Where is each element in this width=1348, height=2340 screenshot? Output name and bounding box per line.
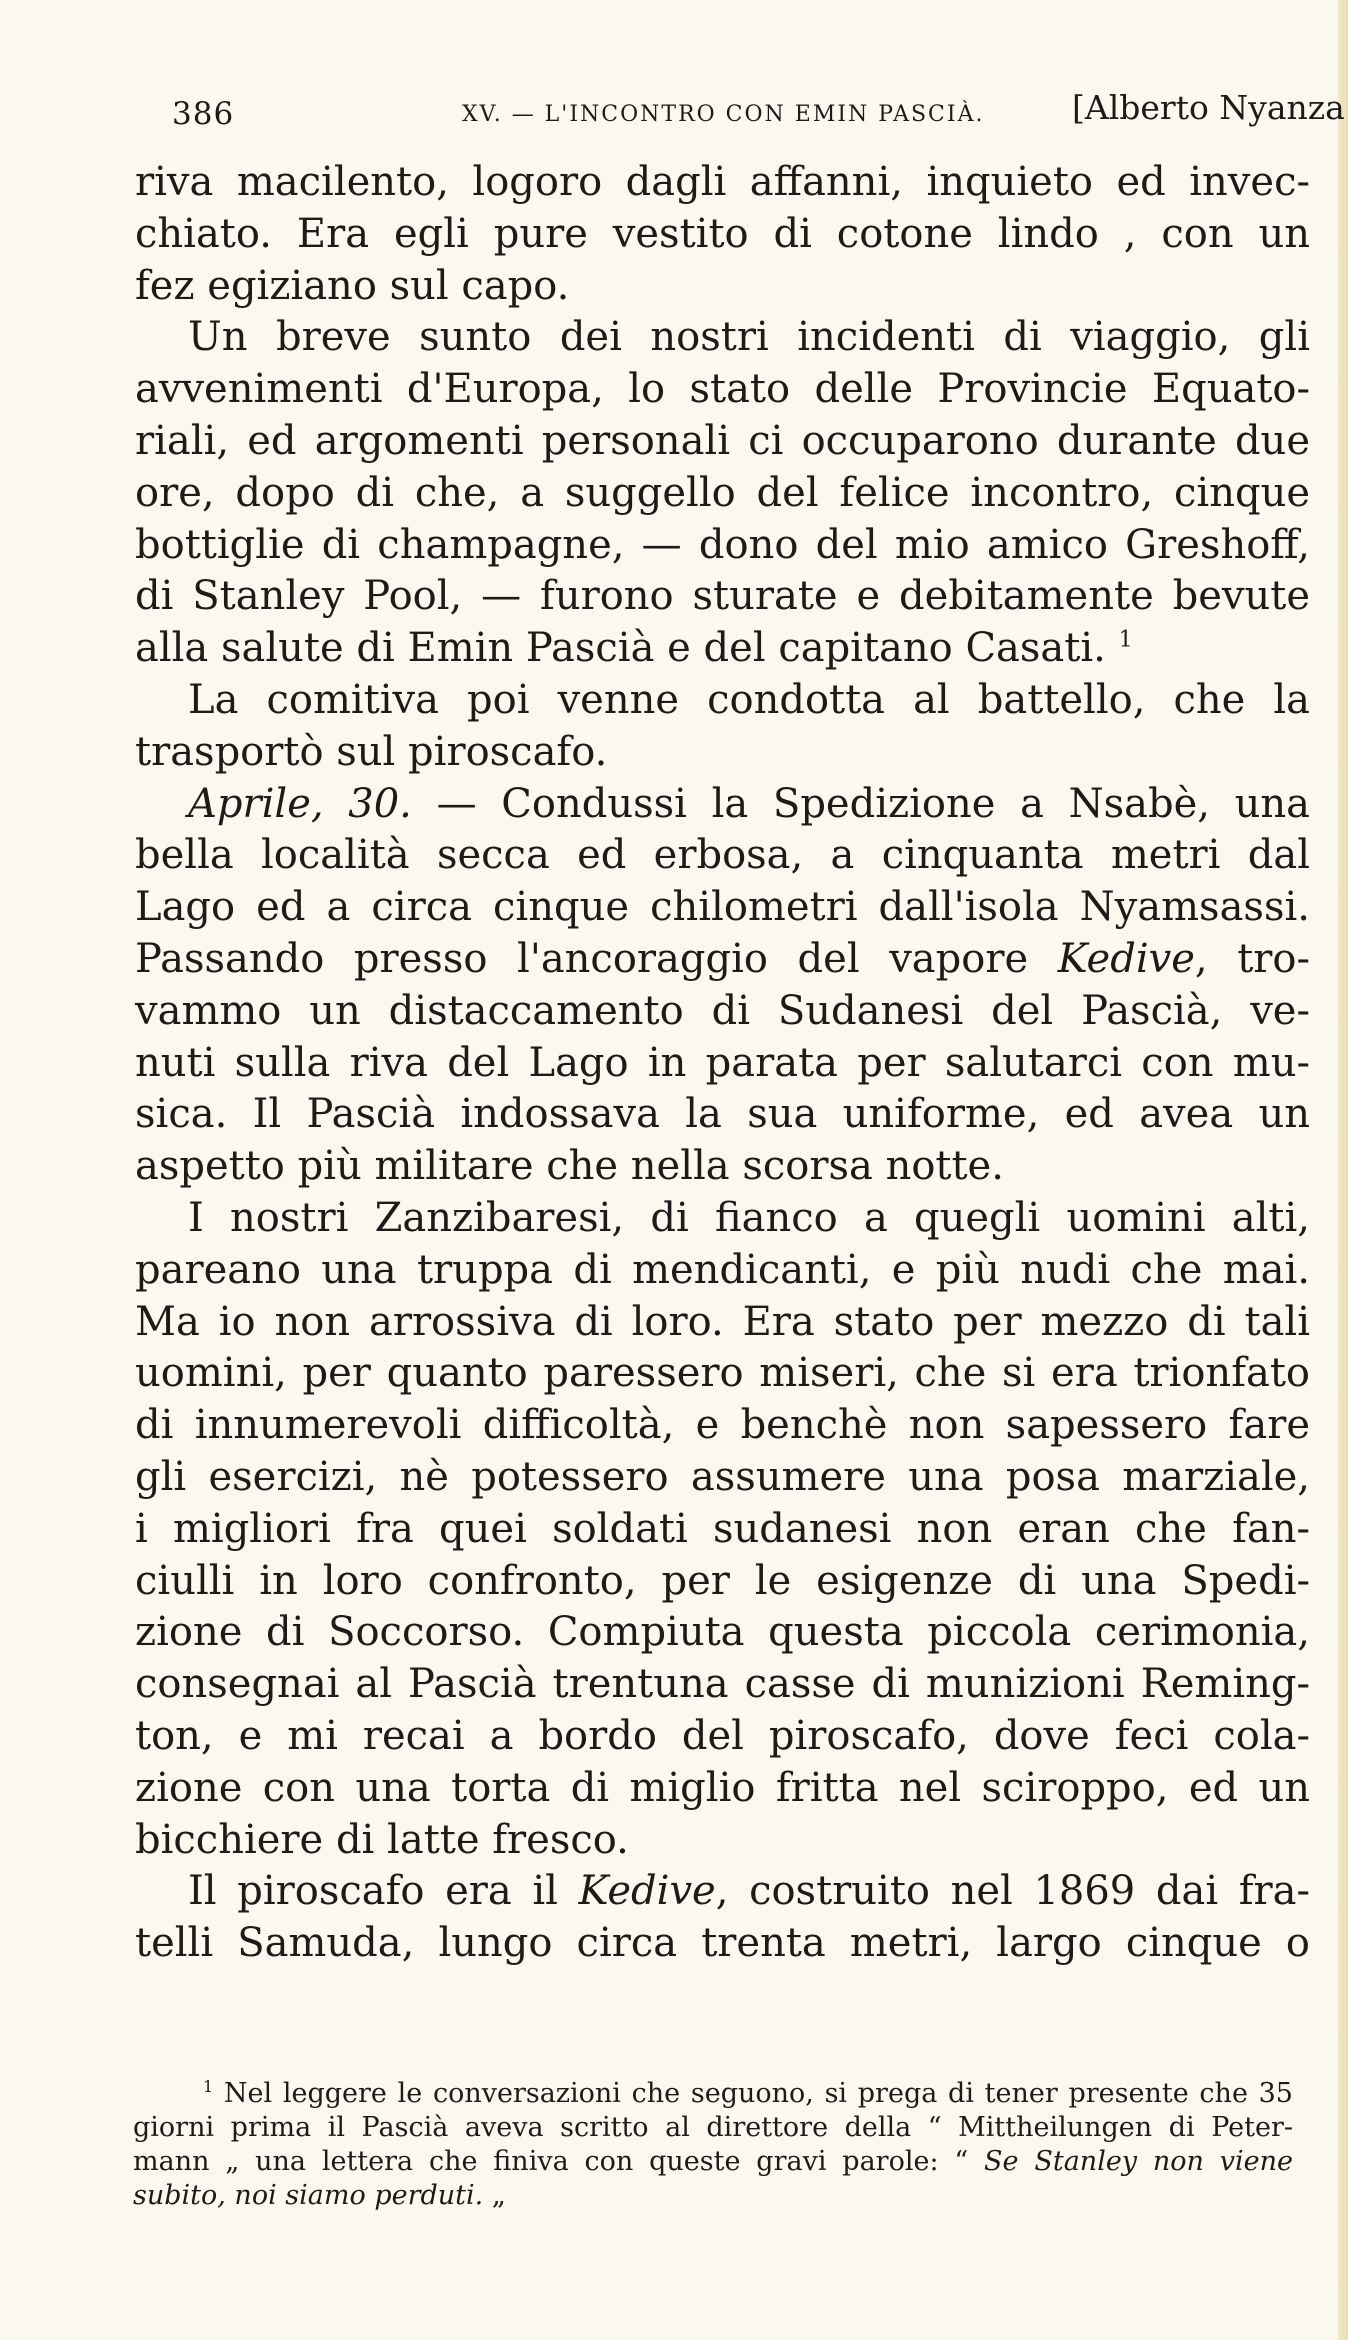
text-line: Ma io non arrossiva di loro. Era stato per mezzo di tali xyxy=(135,1298,1310,1345)
text-line: Un breve sunto dei nostri incidenti di viaggio, gli xyxy=(188,314,1310,361)
footnote-marker: 1 xyxy=(203,2077,214,2096)
text-line: riali, ed argomenti personali ci occuparono durante due xyxy=(135,417,1310,464)
footnote-ref: 1 xyxy=(1118,627,1133,653)
text-line: trasportò sul piroscafo. xyxy=(135,728,608,775)
text-line: bella località secca ed erbosa, a cinquanta metri dal xyxy=(135,832,1310,879)
footnote-line: mann „ una lettera che finiva con queste gravi parole: “ Se Stanley non viene xyxy=(133,2146,1293,2177)
page-edge xyxy=(1338,0,1348,2340)
text-line: di innumerevoli difficoltà, e benchè non sapessero fare xyxy=(135,1402,1310,1449)
text-line: Aprile, 30. — Condussi la Spedizione a Nsabè, una xyxy=(188,780,1311,827)
text-line: zione con una torta di miglio fritta nel sciroppo, ed un xyxy=(135,1764,1310,1811)
text-line: uomini, per quanto paressero miseri, che si era trionfato xyxy=(135,1350,1310,1397)
footnote-line: $^1$ Nel leggere le conversazioni che seguono, si prega di tener presente che 35 xyxy=(203,2077,1293,2109)
text-line: telli Samuda, lungo circa trenta metri, largo cinque o xyxy=(135,1920,1310,1967)
text-line: i migliori fra quei soldati sudanesi non eran che fan- xyxy=(135,1505,1310,1552)
body-text xyxy=(135,157,1310,1970)
text-line: ciulli in loro confronto, per le esigenze di una Spedi- xyxy=(135,1557,1310,1604)
section-tag: [Alberto Nyanza xyxy=(1072,88,1345,127)
text-line: I nostri Zanzibaresi, di fianco a quegli uomini alti, xyxy=(188,1194,1310,1241)
text-line: gli esercizi, nè potessero assumere una posa marziale, xyxy=(135,1453,1310,1500)
ship-name: Kedive xyxy=(1057,935,1195,982)
text-line: riva macilento, logoro dagli affanni, inquieto ed invec- xyxy=(135,159,1310,205)
text-line: bottiglie di champagne, — dono del mio amico Greshoff, xyxy=(135,521,1310,568)
text-line: Il piroscafo era il Kedive, costruito nel 1869 dai fra- xyxy=(188,1868,1311,1915)
footnote-line: giorni prima il Pascià aveva scritto al direttore della “ Mittheilungen di Peter- xyxy=(133,2112,1293,2143)
text-line: chiato. Era egli pure vestito di cotone lindo , con un xyxy=(135,210,1310,257)
text-line: di Stanley Pool, — furono sturate e debitamente bevute xyxy=(135,573,1310,620)
date-heading: Aprile, 30. xyxy=(188,780,412,827)
footnote-line: subito, noi siamo perduti. „ xyxy=(133,2180,506,2211)
text-line: fez egiziano sul capo. xyxy=(135,262,570,309)
text-line: avvenimenti d'Europa, lo stato delle Provincie Equato- xyxy=(135,366,1310,413)
text-line: consegnai al Pascià trentuna casse di munizioni Reming- xyxy=(135,1661,1310,1708)
text-line: alla salute di Emin Pascià e del capitano Casati. $^1$ xyxy=(135,625,1133,672)
running-header xyxy=(172,88,1345,138)
page-number: 386 xyxy=(172,96,235,132)
text-line: Lago ed a circa cinque chilometri dall'isola Nyamsassi. xyxy=(135,884,1310,931)
text-line: nuti sulla riva del Lago in parata per salutarci con mu- xyxy=(135,1039,1310,1086)
text-line: ore, dopo di che, a suggello del felice incontro, cinque xyxy=(135,469,1310,516)
text-line: La comitiva poi venne condotta al battello, che la xyxy=(188,676,1310,723)
text-line: Passando presso l'ancoraggio del vapore Kedive, tro- xyxy=(135,935,1310,982)
text-line: vammo un distaccamento di Sudanesi del Pascià, ve- xyxy=(135,987,1310,1034)
text-line: pareano una truppa di mendicanti, e più nudi che mai. xyxy=(135,1246,1310,1293)
footnote xyxy=(133,2077,1293,2213)
running-title: XV. — L'INCONTRO CON EMIN PASCIÀ. xyxy=(462,102,985,127)
ship-name: Kedive xyxy=(578,1868,716,1915)
text-line: aspetto più militare che nella scorsa notte. xyxy=(135,1143,1004,1190)
text-line: bicchiere di latte fresco. xyxy=(135,1816,629,1863)
text-line: sica. Il Pascià indossava la sua uniforme, ed avea un xyxy=(135,1091,1310,1138)
text-line: ton, e mi recai a bordo del piroscafo, dove feci cola- xyxy=(135,1712,1310,1759)
text-line: zione di Soccorso. Compiuta questa piccola cerimonia, xyxy=(135,1609,1310,1656)
